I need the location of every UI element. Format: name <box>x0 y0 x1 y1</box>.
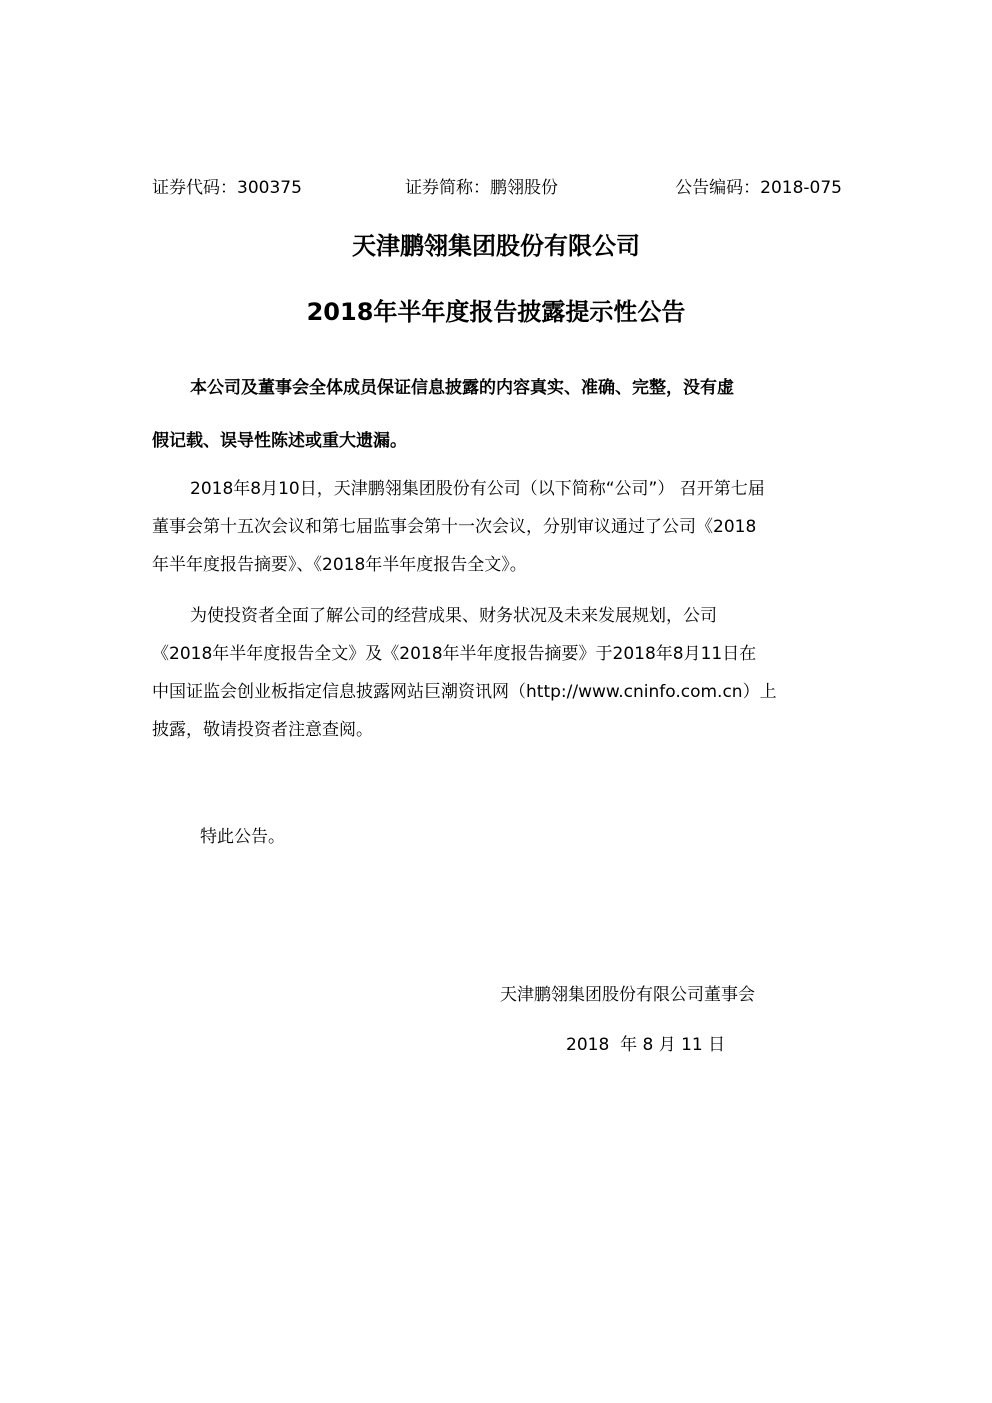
paragraph-line: 年半年度报告摘要》、《2018年半年度报告全文》。 <box>152 555 527 575</box>
statement-line: 本公司及董事会全体成员保证信息披露的内容真实、准确、完整，没有虚 <box>190 378 734 398</box>
signature-company: 天津鹏翎集团股份有限公司董事会 <box>500 985 755 1005</box>
announcement-number: 公告编码：2018-075 <box>675 178 842 198</box>
announcement-title: 2018年半年度报告披露提示性公告 <box>306 298 686 326</box>
body-paragraph-disclosure <box>152 597 842 749</box>
signature-date: 2018 年 8 月 11 日 <box>566 1035 726 1055</box>
closing-remark: 特此公告。 <box>200 827 285 847</box>
company-title: 天津鹏翎集团股份有限公司 <box>352 232 640 260</box>
body-paragraph-meeting <box>152 470 842 584</box>
board-statement <box>152 362 842 468</box>
paragraph-line: 披露，敬请投资者注意查阅。 <box>152 720 373 740</box>
announcement-header <box>152 175 842 201</box>
statement-line: 假记载、误导性陈述或重大遗漏。 <box>152 431 407 451</box>
paragraph-line: 2018年8月10日，天津鹏翎集团股份有公司（以下简称“公司”） 召开第七届 <box>190 479 765 499</box>
paragraph-line: 《2018年半年度报告全文》及《2018年半年度报告摘要》于2018年8月11日在 <box>152 644 757 664</box>
paragraph-line: 董事会第十五次会议和第七届监事会第十一次会议，分别审议通过了公司《2018 <box>152 517 757 537</box>
paragraph-line: 为使投资者全面了解公司的经营成果、财务状况及未来发展规划，公司 <box>190 606 717 626</box>
paragraph-line: 中国证监会创业板指定信息披露网站巨潮资讯网（http://www.cninfo.com.cn）上 <box>152 682 777 702</box>
stock-code: 证券代码：300375 <box>152 178 302 198</box>
stock-abbreviation: 证券简称：鹏翎股份 <box>405 178 558 198</box>
